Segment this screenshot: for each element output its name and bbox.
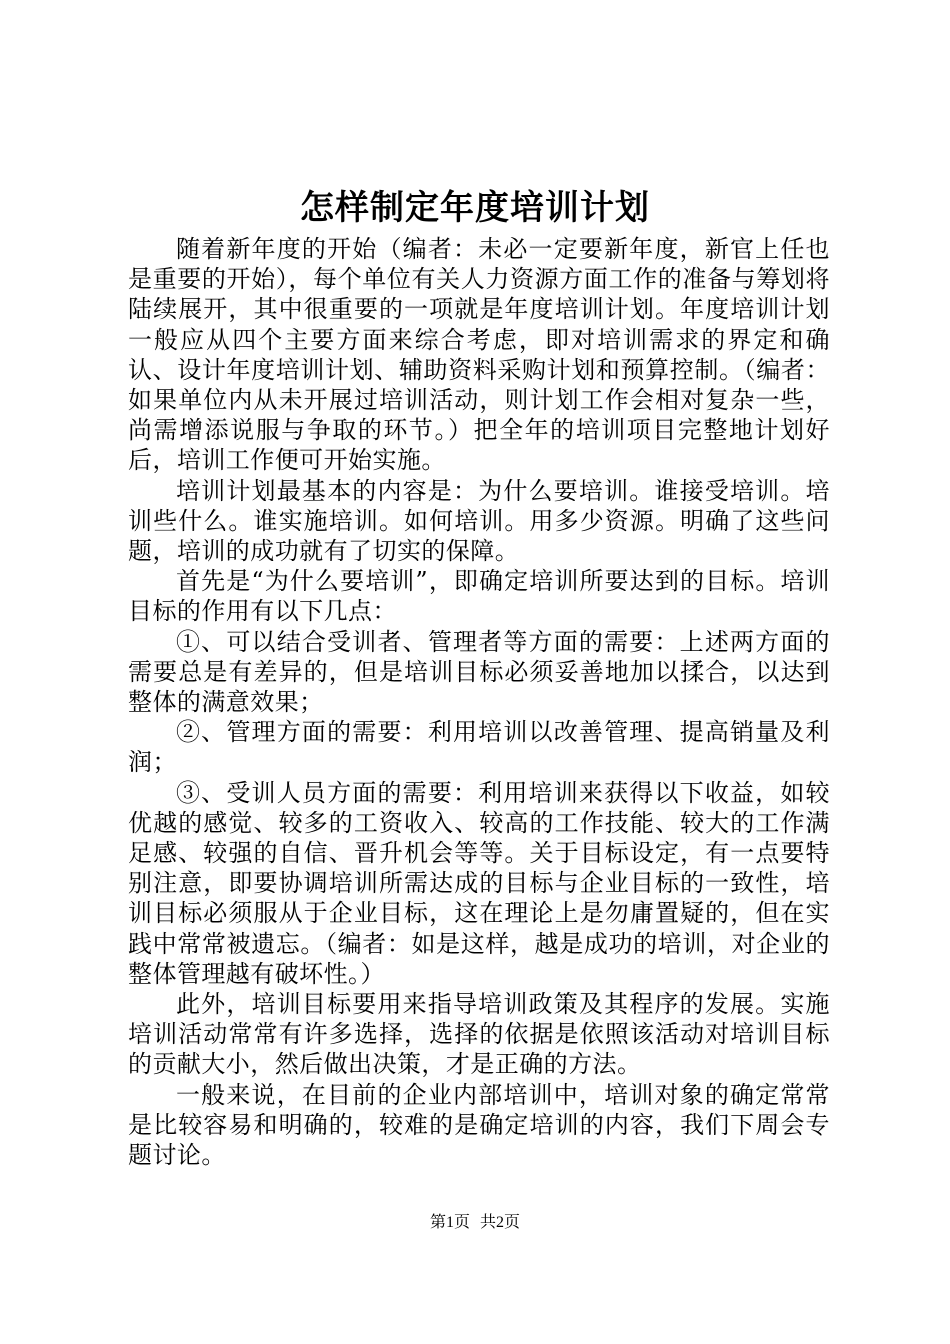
paragraph-intro: 随着新年度的开始（编者：未必一定要新年度，新官上任也是重要的开始），每个单位有关人力资源方面工作的准备与筹划将陆续展开，其中很重要的一项就是年度培训计划。年度培训计划一般应从四个主要方面来综合考虑，即对培训需求的界定和确认、设计年度培训计划、辅助资料采购计划和预算控制。（编者：如果单位内从未开展过培训活动，则计划工作会相对复杂一些，尚需增添说服与争取的环节。）把全年的培训项目完整地计划好后，培训工作便可开始实施。 <box>128 235 830 475</box>
document-body <box>128 234 830 1170</box>
paragraph-basic-content: 培训计划最基本的内容是：为什么要培训。谁接受培训。培训些什么。谁实施培训。如何培训。用多少资源。明确了这些问题，培训的成功就有了切实的保障。 <box>128 476 830 566</box>
page-number: 第1页 <box>429 1214 470 1231</box>
paragraph-point-1: ①、可以结合受训者、管理者等方面的需要：上述两方面的需要总是有差异的，但是培训目标必须妥善地加以揉合，以达到整体的满意效果； <box>128 627 830 717</box>
paragraph-point-3: ③、受训人员方面的需要：利用培训来获得以下收益，如较优越的感觉、较多的工资收入、较高的工作技能、较大的工作满足感、较强的自信、晋升机会等等。关于目标设定，有一点要特别注意，即要协调培训所需达成的目标与企业目标的一致性，培训目标必须服从于企业目标，这在理论上是勿庸置疑的，但在实践中常常被遗忘。（编者：如是这样，越是成功的培训，对企业的整体管理越有破坏性。） <box>128 778 830 988</box>
page-footer <box>0 1212 950 1234</box>
paragraph-policy: 此外，培训目标要用来指导培训政策及其程序的发展。实施培训活动常常有许多选择，选择的依据是依照该活动对培训目标的贡献大小，然后做出决策，才是正确的方法。 <box>128 990 830 1079</box>
paragraph-point-2: ②、管理方面的需要：利用培训以改善管理、提高销量及利润； <box>128 718 830 777</box>
document-title: 怎样制定年度培训计划 <box>300 188 650 228</box>
paragraph-conclusion: 一般来说，在目前的企业内部培训中，培训对象的确定常常是比较容易和明确的，较难的是确定培训的内容，我们下周会专题讨论。 <box>128 1080 830 1170</box>
paragraph-why-train: 首先是“为什么要培训”，即确定培训所要达到的目标。培训目标的作用有以下几点： <box>128 567 830 626</box>
page-total: 共2页 <box>480 1214 521 1231</box>
